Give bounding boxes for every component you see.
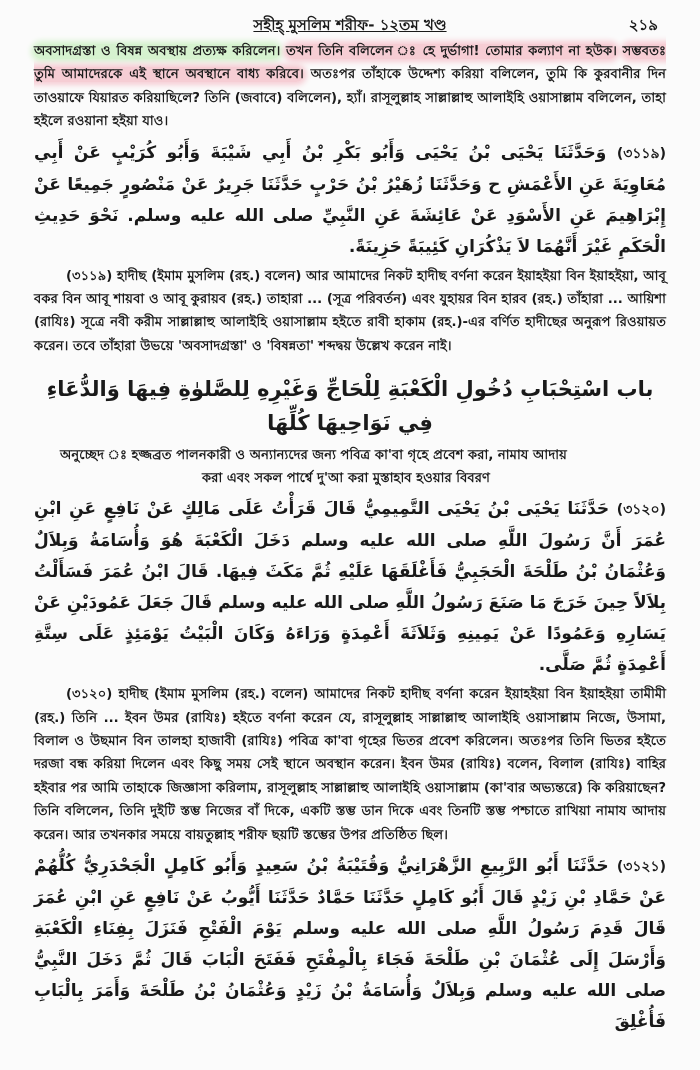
hadith-number: (৩১১৯) <box>616 145 666 162</box>
paragraph-continuation <box>34 40 666 134</box>
hadith-3120-arabic <box>34 494 666 681</box>
chapter-title-arabic: باب اسْتِحْبَابِ دُخُولِ الْكَعْبَةِ لِلْحَاجِّ وَغَيْرِهِ لِلصَّلوٰةِ فِيهَا وَالدُّعَاءِ فِي نَوَاحِيهَا كُلِّهَا <box>46 377 654 436</box>
paragraph-rest: অতঃপর তাঁহাকে উদ্দেশ্য করিয়া বলিলেন, তুমি কি কুরবানীর দিন তাওয়াফে যিয়ারত করিয়াছিলে? তিনি (জবাবে) বলিলেন), হ্যাঁ। রাসূলুল্লাহ সাল্লাল্লাহু আলাইহি ওয়াসাল্লাম বলিলেন, তাহা হইলে রওয়ানা হইয়া যাও। <box>34 67 666 130</box>
chapter-title-bengali <box>60 444 640 490</box>
page-number: ২১৯ <box>628 16 658 34</box>
page-header <box>0 12 700 40</box>
hadith-3119-arabic <box>34 138 666 263</box>
chapter-line-1: অনুচ্ছেদ ঃ হজ্জব্রত পালনকারী ও অন্যান্যদের জন্য পবিত্র কা'বা গৃহে প্রবেশ করা, নামায আদায় <box>60 448 567 464</box>
arabic-text: حَدَّثَنَا أَبُو الرَّبِيعِ الزَّهْرَانِيُّ وَقُتَيْبَةُ بْنُ سَعِيدٍ وَأَبُو كَامِلٍ الْجَحْدَرِيُّ كُلُّهُمْ عَنْ حَمَّادِ بْنِ زَيْدٍ قَالَ أَبُو كَامِلٍ حَدَّثَنَا حَمَّادٌ حَدَّثَنَا أَيُّوبُ عَنْ نَافِعٍ عَنِ ابْنِ عُمَرَ قَالَ قَدِمَ رَسُولُ اللَّهِ صلى الله عليه وسلم يَوْمَ الْفَتْحِ فَنَزَلَ بِفِنَاءِ الْكَعْبَةِ وَأَرْسَلَ إِلَى عُثْمَانَ بْنِ طَلْحَةَ فَجَاءَ بِالْمِفْتَحِ فَفَتَحَ الْبَابَ قَالَ ثُمَّ دَخَلَ النَّبِيُّ صلى الله عليه وسلم وَبِلاَلٌ وَأُسَامَةُ بْنُ زَيْدٍ وَعُثْمَانُ بْنُ طَلْحَةَ وَأَمَرَ بِالْبَابِ فَأُغْلِقَ <box>34 856 666 1033</box>
book-title: সহীহ্ মুসলিম শরীফ- ১২তম খণ্ড <box>253 16 447 34</box>
highlight-red-1: তখন তিনি বলিলেন ঃ হে দুর্ভাগা! তোমার কল্যাণ না হউক। <box>286 44 617 59</box>
chapter-line-2: করা এবং সকল পার্শ্বে দু'আ করা মুস্তাহাব হওয়ার বিবরণ <box>202 471 490 487</box>
hadith-3119-bengali <box>34 265 666 359</box>
highlight-green: অবসাদগ্রস্তা ও বিষন্ন অবস্থায় প্রত্যক্ষ করিলেন। <box>34 44 281 59</box>
bengali-text: (৩১১৯) হাদীছ (ইমাম মুসলিম (রহ.) বলেন) আর আমাদের নিকট হাদীছ বর্ণনা করেন ইয়াহইয়া বিন ইয়াহইয়া, আবূ বকর বিন আবূ শায়বা ও আবূ কুরায়ব (রহ.) তাহারা ... (সূত্র পরিবর্তন) এবং যুহায়র বিন হারব (রহ.) তাঁহারা ... আয়িশা (রাযিঃ) সূত্রে নবী করীম সাল্লাল্লাহু আলাইহি ওয়াসাল্লাম হইতে রাবী হাকাম (রহ.)-এর বর্ণিত হাদীছের অনুরূপ রিওয়ায়ত করেন। তবে তাঁহারা উভয়ে 'অবসাদগ্রস্তা' ও 'বিষন্নতা' শব্দদ্বয় উল্লেখ করেন নাই। <box>34 268 666 354</box>
hadith-3121-arabic <box>34 851 666 1038</box>
bengali-text: (৩১২০) হাদীছ (ইমাম মুসলিম (রহ.) বলেন) আমাদের নিকট হাদীছ বর্ণনা করেন ইয়াহইয়া বিন ইয়াহইয়া তামীমী (রহ.) তিনি ... ইবন উমর (রাযিঃ) হইতে বর্ণনা করেন যে, রাসূলুল্লাহ সাল্লাল্লাহু আলাইহি ওয়াসাল্লাম নিজে, উসামা, বিলাল ও উছমান বিন তালহা হাজাবী (রাযিঃ) পবিত্র কা'বা গৃহের ভিতর প্রবেশ করিলেন। অতঃপর তিনি ভিতর হইতে দরজা বন্ধ করিয়া দিলেন এবং কিছু সময় সেই স্থানে অবস্থান করেন। ইবন উমর (রাযিঃ) বলেন, বিলাল (রাযিঃ) বাহির হইবার পর আমি তাহাকে জিজ্ঞাসা করিলাম, রাসূলুল্লাহ সাল্লাল্লাহু আলাইহি ওয়াসাল্লাম (কা'বার অভ্যন্তরে) কি করিয়াছেন? তিনি বলিলেন, তিনি দুইটি স্তম্ভ নিজের বাঁ দিকে, একটি স্তম্ভ ডান দিকে এবং তিনটি স্তম্ভ পশ্চাতে রাখিয়া নামায আদায় করেন। আর তখনকার সময়ে বায়তুল্লাহ শরীফ ছয়টি স্তম্ভের উপর প্রতিষ্ঠিত ছিল। <box>34 687 666 843</box>
arabic-text: وَحَدَّثَنَا يَحْيَى بْنُ يَحْيَى وَأَبُو بَكْرِ بْنُ أَبِي شَيْبَةَ وَأَبُو كُرَيْبٍ عَنْ أَبِي مُعَاوِيَةَ عَنِ الأَعْمَشِ ح وَحَدَّثَنَا زُهَيْرُ بْنُ حَرْبٍ حَدَّثَنَا جَرِيرٌ عَنْ مَنْصُورٍ جَمِيعًا عَنْ إِبْرَاهِيمَ عَنِ الأَسْوَدِ عَنْ عَائِشَةَ عَنِ النَّبِيِّ صلى الله عليه وسلم. نَحْوَ حَدِيثِ الْحَكَمِ غَيْرَ أَنَّهُمَا لاَ يَذْكُرَانِ كَئِيبَةً حَزِينَةً. <box>34 142 666 257</box>
hadith-number: (৩১২০) <box>616 502 666 519</box>
hadith-3120-bengali <box>34 683 666 847</box>
hadith-number: (৩১২১) <box>616 859 666 876</box>
arabic-text: حَدَّثَنَا يَحْيَى بْنُ يَحْيَى التَّمِيمِيُّ قَالَ قَرَأْتُ عَلَى مَالِكٍ عَنْ نَافِعٍ عَنِ ابْنِ عُمَرَ أَنَّ رَسُولَ اللَّهِ صلى الله عليه وسلم دَخَلَ الْكَعْبَةَ هُوَ وَأُسَامَةُ وَبِلاَلٌ وَعُثْمَانُ بْنُ طَلْحَةَ الْحَجَبِيُّ فَأَغْلَقَهَا عَلَيْهِ ثُمَّ مَكَثَ فِيهَا. قَالَ ابْنُ عُمَرَ فَسَأَلْتُ بِلاَلاً حِينَ خَرَجَ مَا صَنَعَ رَسُولُ اللَّهِ صلى الله عليه وسلم قَالَ جَعَلَ عَمُودَيْنِ عَنْ يَسَارِهِ وَعَمُودًا عَنْ يَمِينِهِ وَثَلاَثَةَ أَعْمِدَةٍ وَرَاءَهُ وَكَانَ الْبَيْتُ يَوْمَئِذٍ عَلَى سِتَّةِ أَعْمِدَةٍ ثُمَّ صَلَّى. <box>34 499 666 676</box>
highlight-red-2: সম্ভবতঃ তুমি আমাদেরকে এই স্থানে অবস্থানে বাধ্য করিবে। <box>34 44 667 83</box>
